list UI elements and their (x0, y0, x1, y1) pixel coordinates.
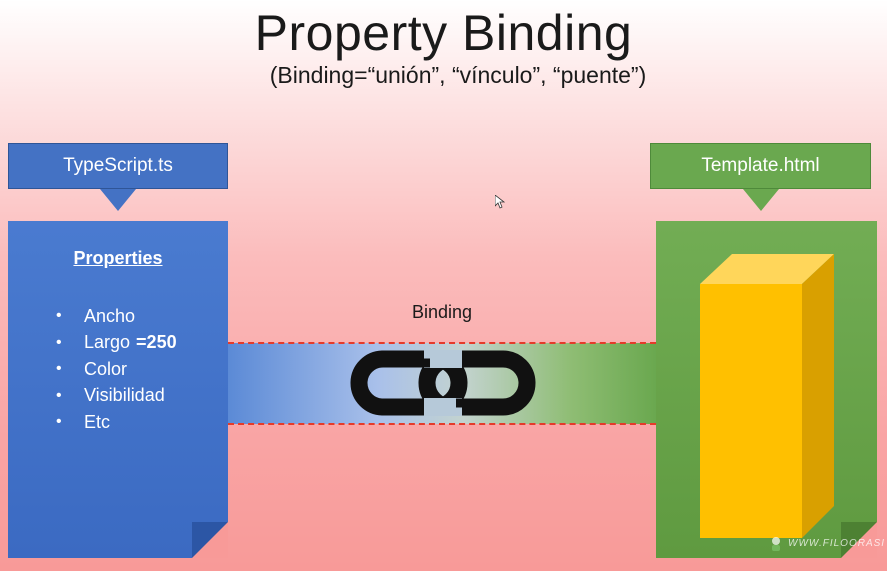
cuboid-side-face (802, 254, 834, 538)
cuboid-front-face (700, 284, 802, 538)
binding-dashed-line-bottom (228, 423, 656, 425)
binding-dashed-line-top (228, 342, 656, 344)
properties-title: Properties (73, 248, 163, 268)
mouse-cursor-icon (495, 195, 505, 209)
property-item (56, 383, 177, 410)
slide-subtitle: (Binding=“unión”, “vínculo”, “puente”) (269, 62, 647, 88)
property-item (56, 303, 177, 330)
chain-link-icon (350, 350, 536, 416)
cuboid-icon (694, 252, 836, 540)
template-down-arrow-icon (743, 189, 779, 211)
slide-title: Property Binding (254, 5, 633, 61)
property-label: Largo (84, 332, 131, 353)
typescript-label-box (8, 143, 228, 189)
template-label-box (650, 143, 871, 189)
property-label: Color (84, 358, 128, 379)
properties-list (56, 303, 177, 436)
bullet-icon: • (56, 307, 62, 325)
bullet-icon: • (56, 413, 62, 431)
bullet-icon: • (56, 360, 62, 378)
template-label: Template.html (701, 155, 820, 176)
property-label: Visibilidad (84, 385, 165, 406)
binding-label: Binding (411, 302, 473, 322)
bullet-icon: • (56, 386, 62, 404)
watermark-logo-icon (769, 536, 783, 552)
bullet-icon: • (56, 333, 62, 351)
typescript-label: TypeScript.ts (63, 155, 173, 176)
property-value: =250 (136, 332, 177, 353)
property-label: Etc (84, 411, 111, 432)
typescript-down-arrow-icon (100, 189, 136, 211)
property-item (56, 330, 177, 357)
property-label: Ancho (84, 305, 136, 326)
watermark-text: WWW.FILOORASI (788, 538, 886, 549)
property-item (56, 409, 177, 436)
property-item (56, 356, 177, 383)
page-fold-cut (192, 522, 228, 558)
